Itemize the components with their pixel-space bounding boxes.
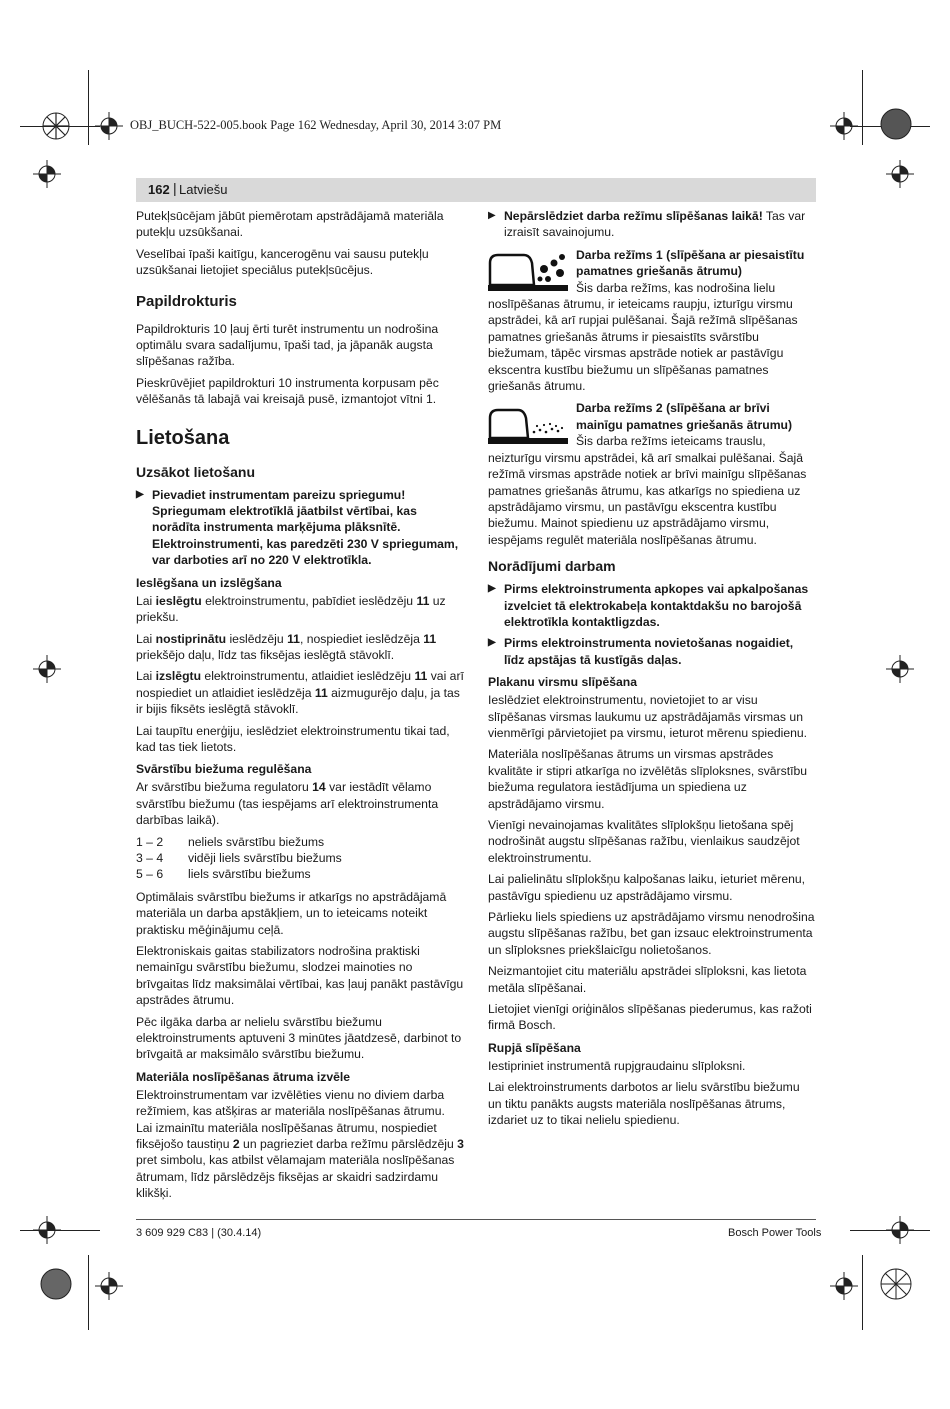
warning-bullet: [488, 635, 816, 668]
table-row: [136, 850, 464, 866]
crop-mark: [862, 1255, 863, 1330]
table-cell: 1 – 2: [136, 834, 164, 849]
text: priekšējo daļu, līdz tas fiksējas ieslēgtā stāvoklī.: [136, 647, 395, 662]
table-cell: vidēji liels svārstību biežums: [188, 850, 342, 865]
emphasis: 11: [416, 593, 430, 608]
emphasis: 11: [423, 631, 437, 646]
bullet-text-bold: Nepārslēdziet darba režīmu slīpēšanas laikā!: [504, 209, 763, 223]
paragraph: Pārlieku liels spiediens uz apstrādājamo virsmu nenodrošina augstu slīpēšanas ražību, bet gan izsauc elektroinstrumenta un slīploksnes priekšlaicīgu nolietošanos.: [488, 910, 815, 957]
header-language: Latviešu: [179, 182, 228, 197]
triangle-right-icon: ▶: [488, 583, 496, 595]
paragraph: Iestipriniet instrumentā rupjgraudainu slīploksni.: [488, 1058, 746, 1073]
paragraph: Veselībai īpaši kaitīgu, kancerogēnu vai sausu putekļu uzsūkšanai lietojiet speciālus putekļsūcējus.: [136, 246, 429, 278]
footer-doc-number: 3 609 929 C83 | (30.4.14): [136, 1227, 262, 1239]
paragraph: Neizmantojiet citu materiālu apstrādei slīploksni, kas lietota metāla slīpēšanai.: [488, 964, 807, 995]
section-heading: Uzsākot lietošanu: [136, 463, 256, 480]
text: uz priekšu.: [136, 593, 446, 625]
text: elektroinstrumentu, pabīdiet ieslēdzēju: [201, 593, 417, 608]
text: Lai: [136, 669, 156, 684]
paragraph: Vienīgi nevainojamas kvalitātes slīplokšņu lietošana spēj nodrošināt augstu slīpēšanas ražību, vienlaikus saudzējot elektroinstrumentu.: [488, 818, 800, 865]
registration-mark-icon: [830, 112, 858, 140]
text: ieslēdzēju: [226, 631, 288, 646]
subheading: Materiāla noslīpēšanas ātruma izvēle: [136, 1069, 351, 1084]
table-cell: liels svārstību biežums: [188, 867, 311, 882]
registration-mark-icon: [40, 1268, 72, 1300]
registration-mark-icon: [95, 112, 123, 140]
mode-2-block: [488, 400, 816, 548]
paragraph: Materiāla noslīpēšanas ātrums un virsmas apstrādes kvalitāte ir stipri atkarīga no izvēlētās slīploksnes, svārstību biežuma regulatora iestādījuma un spiediena uz apstrādājamo virsmu.: [488, 747, 808, 811]
emphasis: 11: [287, 631, 300, 646]
triangle-right-icon: ▶: [488, 637, 496, 649]
triangle-right-icon: ▶: [488, 210, 496, 221]
subheading: Rupjā slīpēšana: [488, 1040, 581, 1055]
subheading: Ieslēgšana un izslēgšana: [136, 575, 282, 590]
emphasis: izslēgtu: [155, 669, 202, 684]
emphasis: 2: [232, 1137, 240, 1152]
chapter-heading: Lietošana: [136, 426, 230, 449]
text: Elektroinstrumentam var izvēlēties vienu no diviem darba režīmiem, kas atšķiras ar materiāla noslīpēšanas ātrumu. Lai izmainītu materiāla noslīpēšanas ātrumu, nospiediet fiksējošo taustiņu: [136, 1087, 445, 1152]
mode-2-title: Darba režīms 2 (slīpēšana ar brīvi mainīgu pamatnes griešanās ātrumu): [576, 401, 793, 432]
paragraph: Papildrokturis 10 ļauj ērti turēt instrumentu un nodrošina optimālu svara sadalījumu, īpaši tad, ja jāpanāk augsta slīpēšanas ražība.: [136, 321, 439, 369]
warning-bullet: [488, 581, 816, 630]
warning-bullet: [136, 487, 464, 569]
text: elektroinstrumentu, atlaidiet ieslēdzēju: [201, 669, 415, 684]
paragraph: Lietojiet vienīgi oriģinālos slīpēšanas piederumus, kas ražoti firmā Bosch.: [488, 1002, 812, 1033]
emphasis: 3: [457, 1137, 464, 1152]
registration-mark-icon: [42, 112, 70, 140]
registration-mark-icon: [880, 1268, 912, 1300]
fine-sanding-icon: [488, 402, 568, 444]
footer-brand: Bosch Power Tools: [728, 1227, 822, 1239]
paragraph: Lai taupītu enerģiju, ieslēdziet elektroinstrumentu tikai tad, kad tas tiek lietots.: [136, 723, 450, 754]
triangle-right-icon: ▶: [136, 488, 144, 500]
subheading: Svārstību biežuma regulēšana: [136, 762, 312, 777]
crop-mark: [862, 70, 863, 145]
paragraph: [136, 1087, 464, 1202]
paragraph: Pieskrūvējiet papildrokturi 10 instrumenta korpusam pēc vēlēšanās tā labajā vai kreisajā pusē, izmantojot vītni 1.: [136, 375, 439, 407]
mode-1-title: Darba režīms 1 (slīpēšana ar piesaistītu pamatnes griešanās ātrumu): [576, 247, 805, 279]
emphasis: nostiprinātu: [155, 631, 227, 646]
registration-mark-icon: [95, 1272, 123, 1300]
text: pret simbolu, kas atbilst vēlamajam materiāla noslīpēšanas ātrumam, līdz pārslēdzējs fiksējas ar skaidri sadzirdamu klikšķi.: [136, 1153, 455, 1201]
right-column: [488, 208, 816, 1134]
bullet-text: Pirms elektroinstrumenta novietošanas nogaidiet, līdz apstājas tā kustīgās daļas.: [504, 636, 794, 667]
table-cell: 3 – 4: [136, 850, 164, 865]
bullet-text: Tas var izraisīt savainojumu.: [504, 209, 806, 240]
text: Ar svārstību biežuma regulatoru: [136, 780, 313, 795]
left-column: [136, 208, 464, 1207]
coarse-sanding-icon: [488, 249, 568, 291]
paragraph: Putekļsūcējam jābūt piemērotam apstrādājamā materiāla putekļu uzsūkšanai.: [136, 209, 444, 240]
print-info: OBJ_BUCH-522-005.book Page 162 Wednesday, April 30, 2014 3:07 PM: [130, 118, 502, 132]
paragraph: Šis darba režīms ieteicams trauslu, neizturīgu virsmu apstrādei, kā arī smalkai pulēšanai. Šajā režīmā virsmas apstrāde notiek ar brīvi mainīgu slīpēšanas pamatnes griešanās ātrumu, kas atkarīgs no spiediena uz apstrādājamo virsmu, un pastāvīgu ekscentra kustību biežumu. Mainot spiedienu uz apstrādājamo virsmu, iespējams regulēt materiāla noslīpēšanas ātrumu.: [488, 434, 807, 547]
paragraph: Šis darba režīms, kas nodrošina lielu noslīpēšanas ātrumu, ir ieteicams raupju, izturīgu virsmu apstrādei, kā arī rupjai pulēšanai. Šajā režīmā slīpēšanas pamatnes griešanās ātrums ir piesaistīts svārstību biežumam, tāpēc virsmas apstrāde notiek ar pastāvīgu ekscentra kustību biežumu un slīpēšanas pamatnes griešanās ātrumu.: [488, 280, 798, 394]
text: , nospiediet ieslēdzēja: [299, 631, 424, 646]
text: aizmugurējo daļu, ja tas ir bijis fiksēts ieslēgtā stāvoklī.: [136, 685, 460, 717]
frequency-table: [136, 834, 464, 883]
emphasis: 14: [312, 780, 326, 795]
table-row: [136, 866, 464, 882]
crop-mark: [88, 70, 89, 145]
emphasis: ieslēgtu: [155, 593, 202, 608]
section-heading: Norādījumi darbam: [488, 558, 616, 575]
text: Lai: [136, 631, 156, 646]
paragraph: Ieslēdziet elektroinstrumentu, novietojiet to ar visu slīpēšanas virsmas laukumu uz apstrādājamās virsmas un vienmērīgi pārvietojiet pa virsmu, ieturot mērenu spiedienu.: [488, 693, 808, 740]
paragraph: Lai elektroinstruments darbotos ar lielu svārstību biežumu un tiktu panākts augsts materiāla noslīpēšanas ātrums, izdariet uz to tikai nelielu spiedienu.: [488, 1080, 800, 1128]
section-heading: Papildrokturis: [136, 292, 237, 310]
footer-divider: [136, 1219, 816, 1220]
mode-1-block: [488, 247, 816, 395]
registration-mark-icon: [880, 108, 912, 140]
bullet-text: Pievadiet instrumentam pareizu spriegumu! Spriegumam elektrotīklā jāatbilst vērtībai, kas norādīta instrumenta marķējuma plāksnītē. Elektroinstrumenti, kas paredzēti 230 V spriegumam, var darboties arī no 220 V elektrotīkla.: [152, 487, 459, 568]
emphasis: 11: [314, 685, 328, 700]
registration-mark-icon: [33, 160, 61, 188]
paragraph: [136, 668, 464, 717]
text: Lai: [136, 593, 156, 608]
registration-mark-icon: [33, 655, 61, 683]
warning-bullet: [488, 208, 816, 241]
table-cell: 5 – 6: [136, 867, 164, 882]
page-header: [136, 178, 816, 202]
paragraph: Elektroniskais gaitas stabilizators nodrošina praktiski nemainīgu svārstību biežumu, slodzei mainoties no brīvgaitas līdz maksimālai vērtībai, kas ļauj panākt pastāvīgu apstrādes ātrumu.: [136, 944, 464, 1008]
paragraph: [136, 593, 464, 626]
registration-mark-icon: [886, 1216, 914, 1244]
paragraph: Pēc ilgāka darba ar nelielu svārstību biežumu elektroinstruments aptuveni 3 minūtes jāatdzesē, darbinot to brīvgaitā ar maksimālo svārstību biežumu.: [136, 1014, 462, 1062]
registration-mark-icon: [33, 1216, 61, 1244]
paragraph: Optimālais svārstību biežums ir atkarīgs no apstrādājamā materiāla un darba apstākļiem, un to ieteicams noteikt praktisku mēģinājumu ceļā.: [136, 889, 447, 937]
subheading: Plakanu virsmu slīpēšana: [488, 675, 638, 690]
registration-mark-icon: [886, 655, 914, 683]
crop-mark: [88, 1255, 89, 1330]
table-cell: neliels svārstību biežums: [188, 834, 325, 849]
header-separator: |: [173, 180, 177, 196]
registration-mark-icon: [830, 1272, 858, 1300]
paragraph: Lai palielinātu slīplokšņu kalpošanas laiku, ieturiet mērenu, pastāvīgu spiedienu uz apstrādājamo virsmu.: [488, 872, 806, 903]
paragraph: [136, 779, 464, 828]
text: var iestādīt vēlamo svārstību biežumu (tas iespējams arī elektroinstrumenta darbības laikā).: [136, 780, 439, 828]
registration-mark-icon: [886, 160, 914, 188]
emphasis: 11: [414, 669, 428, 684]
bullet-text: Pirms elektroinstrumenta apkopes vai apkalpošanas izvelciet tā elektrokabeļa kontaktdakšu no barojošā elektrotīkla kontaktligzdas.: [504, 582, 809, 629]
text: vai arī nospiediet un atlaidiet ieslēdzēja: [136, 669, 464, 700]
page-number: 162: [148, 182, 170, 197]
paragraph: [136, 631, 464, 664]
table-row: [136, 834, 464, 850]
text: un pagrieziet darba režīmu pārslēdzēju: [239, 1137, 458, 1152]
